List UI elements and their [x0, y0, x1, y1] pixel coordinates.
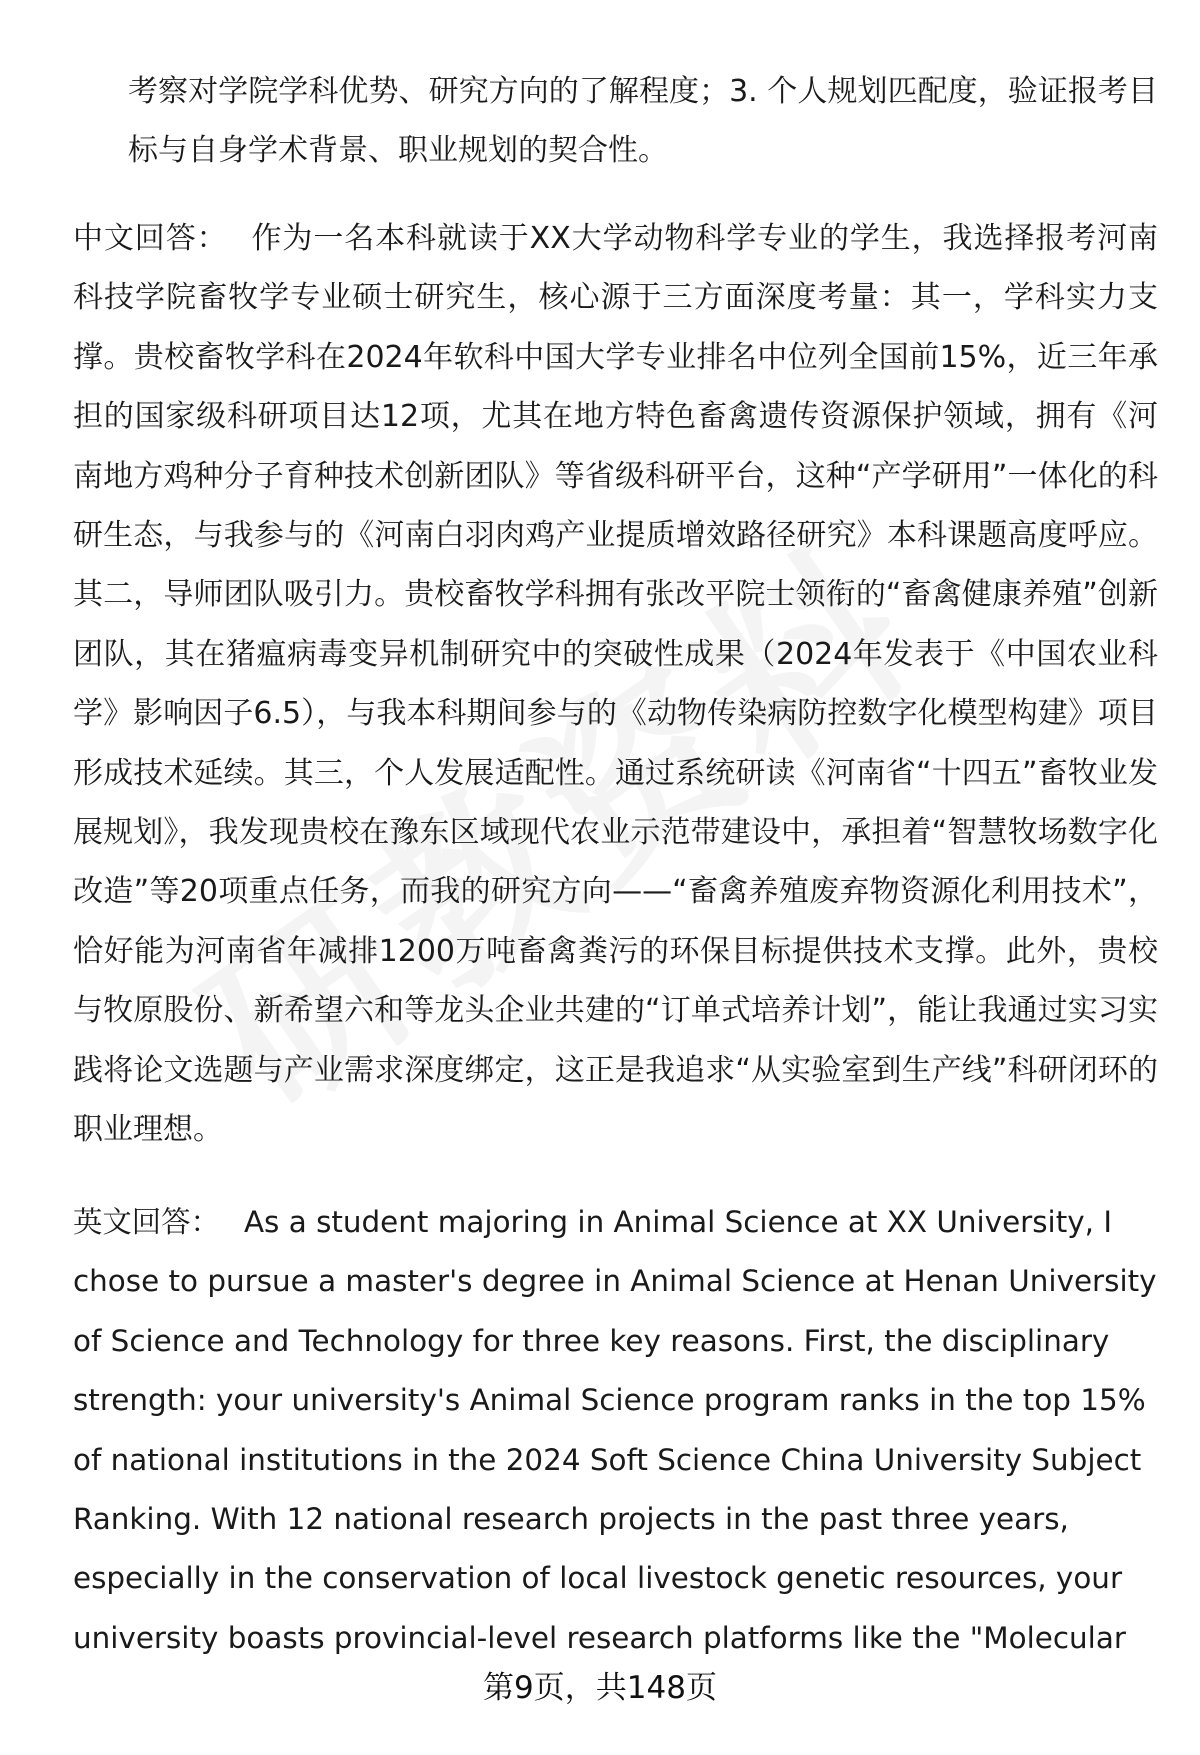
english-answer-text: As a student majoring in Animal Science at XX University, I chose to pursue a master's degree in Animal Science at Henan University of Science and Technology for three key reasons. First, the disciplinary strength: your university's Animal Science program ranks in the top 15% of national institutions in the 2024 Soft Science China University Subject Ranking. With 12 national research projects in the past three years, especially in the conservation of local livestock genetic resources, your university boasts provincial-level research platforms like the "Molecular [73, 1205, 1157, 1655]
chinese-answer-text: 作为一名本科就读于XX大学动物科学专业的学生，我选择报考河南科技学院畜牧学专业硕士研究生，核心源于三方面深度考量：其一，学科实力支撑。贵校畜牧学科在2024年软科中国大学专业排名中位列全国前15%，近三年承担的国家级科研项目达12项，尤其在地方特色畜禽遗传资源保护领域，拥有《河南地方鸡种分子育种技术创新团队》等省级科研平台，这种“产学研用”一体化的科研生态，与我参与的《河南白羽肉鸡产业提质增效路径研究》本科课题高度呼应。其二，导师团队吸引力。贵校畜牧学科拥有张改平院士领衔的“畜禽健康养殖”创新团队，其在猪瘟病毒变异机制研究中的突破性成果（2024年发表于《中国农业科学》影响因子6.5），与我本科期间参与的《动物传染病防控数字化模型构建》项目形成技术延续。其三，个人发展适配性。通过系统研读《河南省“十四五”畜牧业发展规划》，我发现贵校在豫东区域现代农业示范带建设中，承担着“智慧牧场数字化改造”等20项重点任务，而我的研究方向——“畜禽养殖废弃物资源化利用技术”，恰好能为河南省年减排1200万吨畜禽粪污的环保目标提供技术支撑。此外，贵校与牧原股份、新希望六和等龙头企业共建的“订单式培养计划”，能让我通过实习实践将论文选题与产业需求深度绑定，这正是我追求“从实验室到生产线”科研闭环的职业理想。 [73, 221, 1158, 1148]
page-footer [0, 1668, 1200, 1708]
page-indicator: 第9页，共148页 [483, 1670, 717, 1706]
top-paragraph [128, 62, 1158, 181]
top-paragraph-text: 考察对学院学科优势、研究方向的了解程度；3. 个人规划匹配度，验证报考目标与自身学术背景、职业规划的契合性。 [128, 74, 1158, 169]
english-answer-paragraph [73, 1193, 1158, 1668]
english-answer-label: 英文回答： [73, 1205, 220, 1239]
chinese-answer-label: 中文回答： [73, 221, 228, 256]
chinese-answer-paragraph [73, 209, 1158, 1160]
